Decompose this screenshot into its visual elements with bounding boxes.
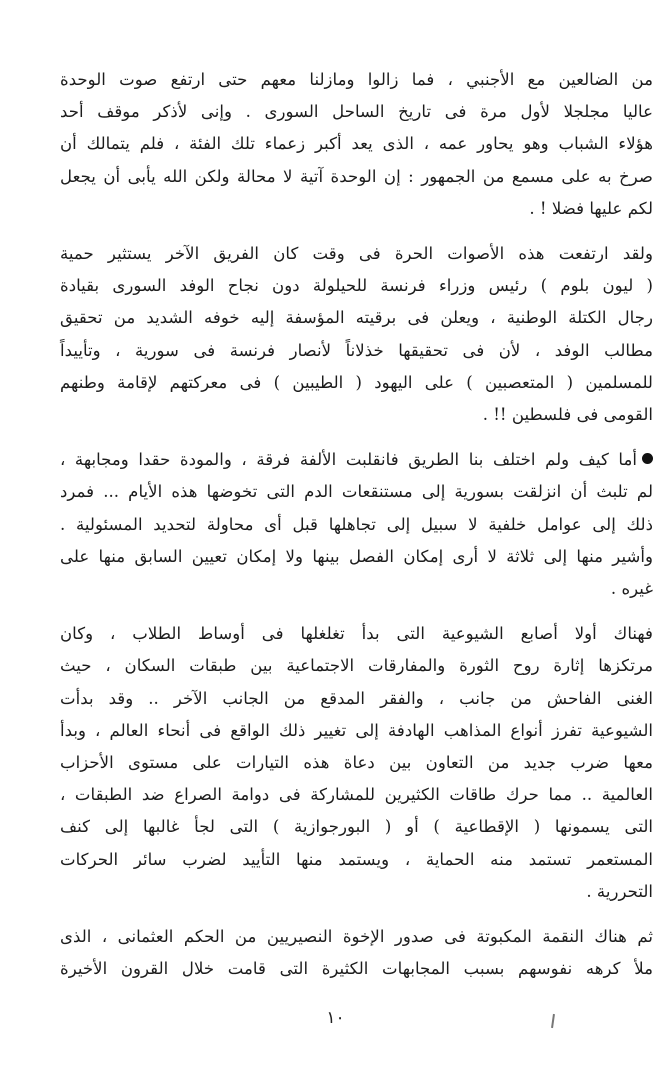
paragraph-4-line-7: التى يسمونها ( الإقطاعية ) أو ( البورجوازية ) التى لجأ غالبها إلى كنف	[60, 817, 653, 837]
paragraph-5-line-2: ملأ كرهه نفوسهم بسبب المجابهات الكثيرة التى قامت خلال القرون الأخيرة	[60, 959, 653, 979]
paragraph-3	[60, 444, 653, 605]
paragraph-2-line-1: ولقد ارتفعت هذه الأصوات الحرة فى وقت كان الفريق الآخر يستثير حمية	[60, 244, 653, 264]
paragraph-2	[60, 238, 653, 431]
page-number: ١٠	[326, 1008, 345, 1028]
paragraph-5-line-1: ثم هناك النقمة المكبوتة فى صدور الإخوة النصيريين من الحكم العثمانى ، الذى	[60, 927, 653, 947]
paragraph-4-line-4: الشيوعية تفرز أنواع المذاهب الهادفة إلى تغيير ذلك الواقع فى أنحاء العالم ، وبدأ	[60, 720, 653, 740]
paragraph-4-line-1: فهناك أولا أصابع الشيوعية التى بدأ تغلغلها فى أوساط الطلاب ، وكان	[60, 624, 653, 644]
paragraph-4	[60, 618, 653, 908]
paragraph-4-line-6: العالمية .. مما حرك طاقات الكثيرين للمشاركة فى دوامة الصراع ضد الطبقات ،	[60, 785, 653, 805]
paragraph-1	[60, 64, 653, 225]
paragraph-3-line-2: لم تلبث أن انزلقت بسورية إلى مستنقعات الدم التى تخوضها هذه الأيام ... فمرد	[60, 482, 653, 502]
paragraph-3-line-1	[60, 444, 653, 476]
paragraph-4-line-9: التحررية .	[586, 881, 653, 901]
bullet-icon	[642, 453, 653, 464]
paragraph-3-line-1-text: أما كيف ولم اختلف بنا الطريق فانقلبت الألفة فرقة ، والمودة حقدا ومجابهة ،	[60, 450, 637, 470]
paragraph-3-line-4: وأشير منها إلى ثلاثة لا أرى إمكان الفصل بينها ولا إمكان تعيين السابق منها على	[60, 546, 653, 566]
paragraph-1-line-1: من الضالعين مع الأجنبي ، فما زالوا ومازلنا معهم حتى ارتفع صوت الوحدة	[60, 70, 653, 89]
paragraph-1-line-4: صرخ به على مسمع من الجمهور : إن الوحدة آتية لا محالة ولكن الله يأبى أن يجعل	[60, 166, 653, 186]
paragraph-4-line-5: معها ضرب جديد من التعاون بين دعاة هذه التيارات على مستوى الأحزاب	[60, 753, 653, 773]
page-body	[60, 64, 653, 1051]
paragraph-3-line-3: ذلك إلى عوامل خلفية لا سبيل إلى تجاهلها قبل أى محاولة لتحديد المسئولية .	[60, 514, 653, 534]
paragraph-4-line-3: الغنى الفاحش من جانب ، والفقر المدقع من الجانب الآخر .. وقد بدأت	[60, 688, 653, 708]
paragraph-4-line-8: المستعمر تستمد منه الحماية ، ويستمد منها التأييد لضرب سائر الحركات	[60, 849, 653, 869]
paragraph-1-line-5: لكم عليها فضلا ! .	[529, 198, 653, 218]
paragraph-2-line-5: للمسلمين ( المتعصبين ) على اليهود ( الطيبين ) فى معركتهم لإقامة وطنهم	[60, 372, 653, 392]
paragraph-3-line-5: غيره .	[610, 579, 653, 599]
paragraph-2-line-4: مطالب الوفد ، لأن فى تحقيقها خذلاناً لأنصار فرنسة فى سورية ، وتأييداً	[60, 340, 653, 360]
paragraph-2-line-2: ( ليون بلوم ) رئيس وزراء فرنسة للحيلولة دون نجاح الوفد السورى بقيادة	[60, 276, 653, 296]
paragraph-5	[60, 921, 653, 985]
paragraph-1-line-2: عاليا مجلجلا لأول مرة فى تاريخ الساحل السورى . وإنى لأذكر موقف أحد	[60, 102, 653, 122]
paragraph-2-line-3: رجال الكتلة الوطنية ، ويعلن فى برقيته المؤسفة إليه خوفه الشديد من تحقيق	[60, 308, 653, 328]
paragraph-4-line-2: مرتكزها إثارة روح الثورة والمفارقات الاجتماعية بين طبقات السكان ، حيث	[60, 656, 653, 676]
paragraph-1-line-3: هؤلاء الشباب وهو يحاور عمه ، الذى يعد أكبر زعماء تلك الفئة ، فلم يتمالك أن	[60, 134, 653, 154]
paragraph-2-line-6: القومى فى فلسطين !! .	[482, 405, 653, 425]
